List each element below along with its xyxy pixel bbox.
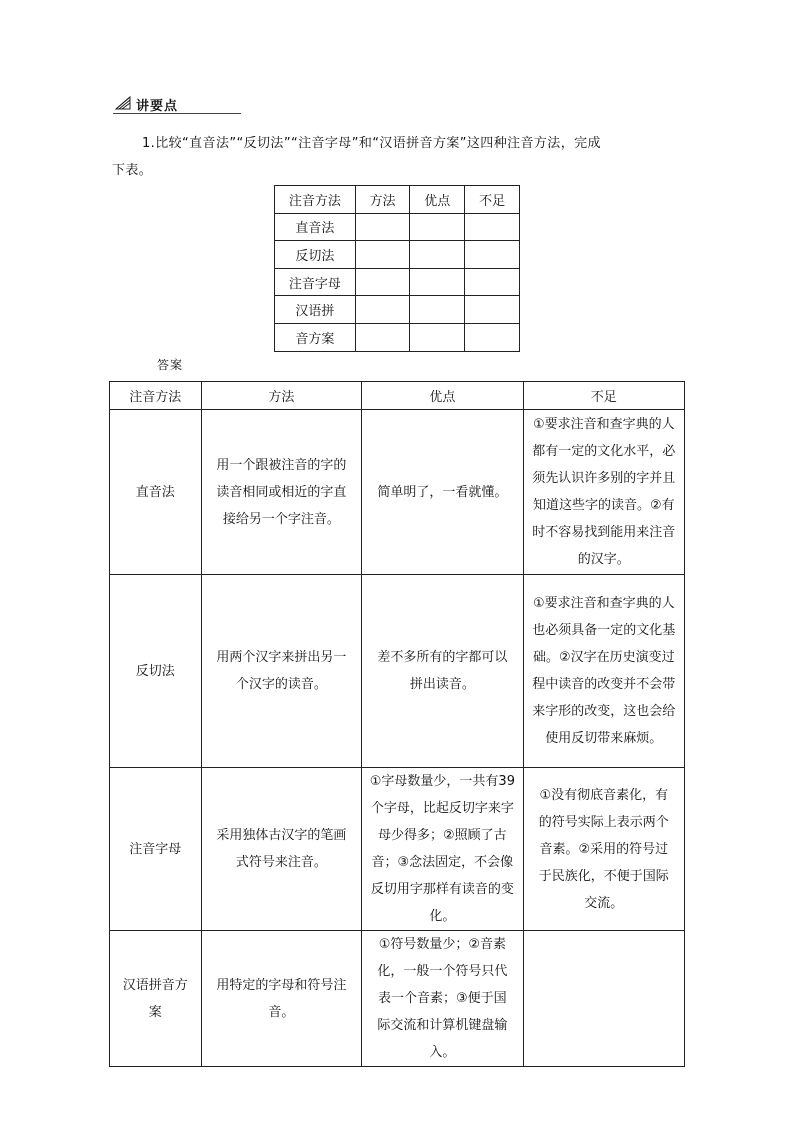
blank-cell (465, 296, 520, 324)
method-name-cell: 直音法 (110, 410, 202, 575)
method-name-cell: 反切法 (110, 575, 202, 768)
answer-table-row (110, 575, 685, 768)
blank-header-cell: 优点 (410, 186, 465, 214)
blank-cell (410, 213, 465, 241)
pros-cell: ①符号数量少；②音素化，一般一个符号只代表一个音素；③便于国际交流和计算机键盘输入。 (362, 931, 523, 1067)
cons-cell: ①没有彻底音素化，有的符号实际上表示两个音素。②采用的符号过于民族化，不便于国际交流。 (523, 768, 684, 931)
question-number: 1. (142, 136, 156, 151)
blank-header-cell: 不足 (465, 186, 520, 214)
section-heading (113, 94, 241, 116)
answer-header-cell: 优点 (362, 382, 523, 410)
method-cell: 用一个跟被注音的字的读音相同或相近的字直接给另一个字注音。 (201, 410, 362, 575)
blank-table-row (275, 241, 520, 269)
blank-cell (465, 268, 520, 296)
blank-row-label: 音方案 (275, 323, 356, 351)
blank-row-label: 注音字母 (275, 268, 356, 296)
method-cell: 采用独体古汉字的笔画式符号来注音。 (201, 768, 362, 931)
answer-label: 答案 (157, 358, 184, 372)
question-line-2: 下表。 (112, 163, 153, 178)
pros-cell: ①字母数量少，一共有39个字母，比起反切字来字母少得多；②照顾了古音；③念法固定，不会像反切用字那样有读音的变化。 (362, 768, 523, 931)
question-line-1: 比较“直音法”“反切法”“注音字母”和“汉语拼音方案”这四种注音方法，完成 (155, 136, 601, 151)
pros-cell: 简单明了，一看就懂。 (362, 410, 523, 575)
answer-table (109, 381, 685, 1067)
blank-table-row (275, 213, 520, 241)
answer-table-header-row (110, 382, 685, 410)
answer-header-cell: 方法 (201, 382, 362, 410)
heading-underline (113, 113, 241, 114)
blank-cell (410, 268, 465, 296)
answer-table-row (110, 410, 685, 575)
answer-header-cell: 不足 (523, 382, 684, 410)
method-cell: 用两个汉字来拼出另一个汉字的读音。 (201, 575, 362, 768)
blank-cell (465, 323, 520, 351)
blank-header-cell: 注音方法 (275, 186, 356, 214)
blank-cell (465, 241, 520, 269)
blank-header-cell: 方法 (355, 186, 410, 214)
blank-cell (355, 323, 410, 351)
triangle-marker-icon (115, 96, 131, 110)
blank-table-row (275, 268, 520, 296)
blank-row-label: 汉语拼 (275, 296, 356, 324)
cons-cell: ①要求注音和查字典的人也必须具备一定的文化基础。②汉字在历史演变过程中读音的改变并不会带来字形的改变，这也会给使用反切带来麻烦。 (523, 575, 684, 768)
blank-table-header-row (275, 186, 520, 214)
blank-cell (410, 241, 465, 269)
blank-table-row (275, 323, 520, 351)
cons-cell: ①要求注音和查字典的人都有一定的文化水平，必须先认识许多别的字并且知道这些字的读音。②有时不容易找到能用来注音的汉字。 (523, 410, 684, 575)
blank-cell (410, 323, 465, 351)
blank-cell (355, 213, 410, 241)
pros-cell: 差不多所有的字都可以拼出读音。 (362, 575, 523, 768)
answer-table-row (110, 768, 685, 931)
blank-row-label: 反切法 (275, 241, 356, 269)
blank-row-label: 直音法 (275, 213, 356, 241)
method-name-cell: 汉语拼音方案 (110, 931, 202, 1067)
answer-table-row (110, 931, 685, 1067)
method-cell: 用特定的字母和符号注音。 (201, 931, 362, 1067)
blank-cell (355, 296, 410, 324)
blank-table-row (275, 296, 520, 324)
question-text (112, 130, 686, 184)
cons-cell (523, 931, 684, 1067)
blank-cell (465, 213, 520, 241)
answer-header-cell: 注音方法 (110, 382, 202, 410)
method-name-cell: 注音字母 (110, 768, 202, 931)
blank-cell (355, 268, 410, 296)
section-heading-label: 讲要点 (136, 99, 179, 114)
blank-cell (410, 296, 465, 324)
blank-cell (355, 241, 410, 269)
blank-table (274, 185, 520, 352)
